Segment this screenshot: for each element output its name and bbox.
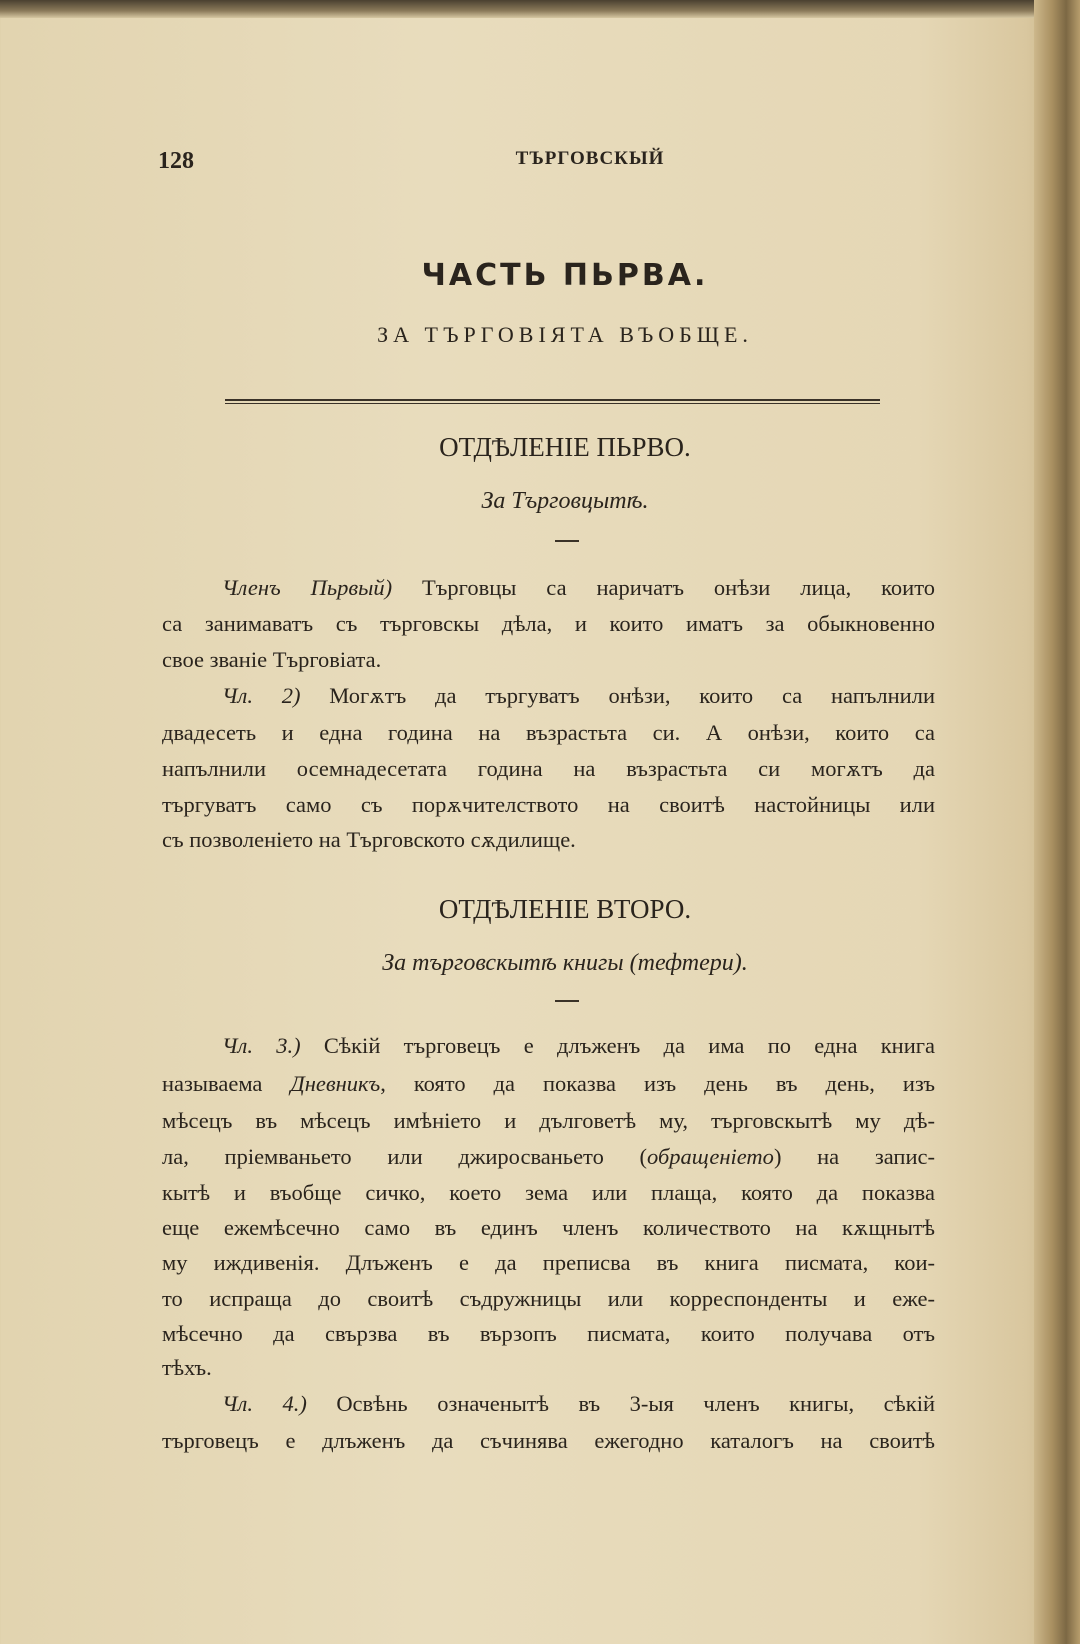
text-segment: то испраща до своитѣ съдружницы или корреспонденты и еже- <box>162 1286 935 1311</box>
text-segment: ) на запис- <box>773 1144 935 1169</box>
text-segment: еще ежемѣсечно само въ единъ членъ количеството на кѫщнытѣ <box>162 1215 935 1240</box>
text-line <box>162 756 935 786</box>
italic-text: обращеніето <box>647 1144 774 1169</box>
text-segment: Търговцы са наричатъ онѣзи лица, които <box>422 575 935 600</box>
text-segment: търговецъ е длъженъ да съчинява ежегодно каталогъ на своитѣ <box>162 1428 935 1453</box>
text-line <box>162 611 935 641</box>
text-segment: съ позволеніето на Търговското сѫдилище. <box>162 827 576 852</box>
running-head: ТЪРГОВСКЫЙ <box>515 148 665 169</box>
dash-divider <box>555 1000 579 1002</box>
section-subheading: За Търговцытѣ. <box>481 488 649 514</box>
double-rule-divider <box>225 399 880 404</box>
text-line <box>222 1391 935 1421</box>
text-segment: двадесеть и една година на възрастьта си. А онѣзи, които са <box>162 720 935 745</box>
text-line <box>162 1286 935 1316</box>
text-line <box>162 1108 935 1138</box>
text-segment: тѣхъ. <box>162 1355 212 1380</box>
text-line <box>222 683 935 713</box>
italic-text: Чл. 3.) <box>222 1033 324 1058</box>
book-spine-edge <box>1034 0 1080 1644</box>
italic-text: Дневникъ <box>290 1071 381 1096</box>
text-segment: напълнили осемнадесетата година на възрастьта си могѫтъ да <box>162 756 935 781</box>
text-segment: ла, пріемваньето или джиросваньето ( <box>162 1144 648 1169</box>
section-subheading: За търговскытѣ книгы (тефтери). <box>382 950 748 976</box>
part-subtitle: ЗА ТЪРГОВІЯТА ВЪОБЩЕ. <box>377 322 753 347</box>
italic-text: Членъ Пьрвый) <box>222 575 423 600</box>
italic-text: Чл. 4.) <box>222 1391 337 1416</box>
scan-top-edge <box>0 0 1080 18</box>
text-segment: Сѣкій търговецъ е длъженъ да има по една книга <box>323 1033 935 1058</box>
italic-text: Чл. 2) <box>222 683 330 708</box>
section-heading: ОТДѢЛЕНІЕ ВТОРО. <box>438 894 692 924</box>
text-line <box>162 792 935 822</box>
text-segment: Освѣнь означенытѣ въ 3-ыя членъ книгы, сѣкій <box>336 1391 935 1416</box>
text-line <box>162 1180 935 1210</box>
text-segment: мѣсецъ въ мѣсецъ имѣніето и дълговетѣ му, търговскытѣ му дѣ- <box>162 1108 935 1133</box>
text-segment: , която да показва изъ день въ день, изъ <box>380 1071 935 1096</box>
text-line <box>162 1250 935 1280</box>
text-line <box>162 1355 935 1385</box>
text-line <box>162 647 935 677</box>
page-number: 128 <box>158 148 194 174</box>
text-line <box>162 720 935 750</box>
text-segment: свое званіе Търговіата. <box>162 647 382 672</box>
text-line <box>162 1071 935 1101</box>
text-segment: Могѫтъ да търгуватъ онѣзи, които са напълнили <box>329 683 935 708</box>
text-line <box>162 1321 935 1351</box>
part-title: ЧАСТЬ ПЬРВА. <box>421 258 709 293</box>
text-segment: мѣсечно да свързва въ вързопъ писмата, които получава отъ <box>162 1321 935 1346</box>
text-segment: кытѣ и въобще сичко, което зема или плаща, която да показва <box>162 1180 935 1205</box>
text-line <box>222 575 935 605</box>
text-line <box>162 1144 935 1174</box>
text-line <box>222 1033 935 1063</box>
text-line <box>162 1215 935 1245</box>
text-segment: са занимаватъ съ търговскы дѣла, и които иматъ за обыкновенно <box>162 611 935 636</box>
text-line <box>162 1428 935 1458</box>
text-line <box>162 827 935 857</box>
text-segment: търгуватъ само съ порѫчителството на своитѣ настойницы или <box>162 792 935 817</box>
dash-divider <box>555 540 579 542</box>
text-segment: му иждивенія. Длъженъ е да преписва въ книга писмата, кои- <box>162 1250 935 1275</box>
text-segment: называема <box>162 1071 291 1096</box>
section-heading: ОТДѢЛЕНІЕ ПЬРВО. <box>439 432 691 462</box>
